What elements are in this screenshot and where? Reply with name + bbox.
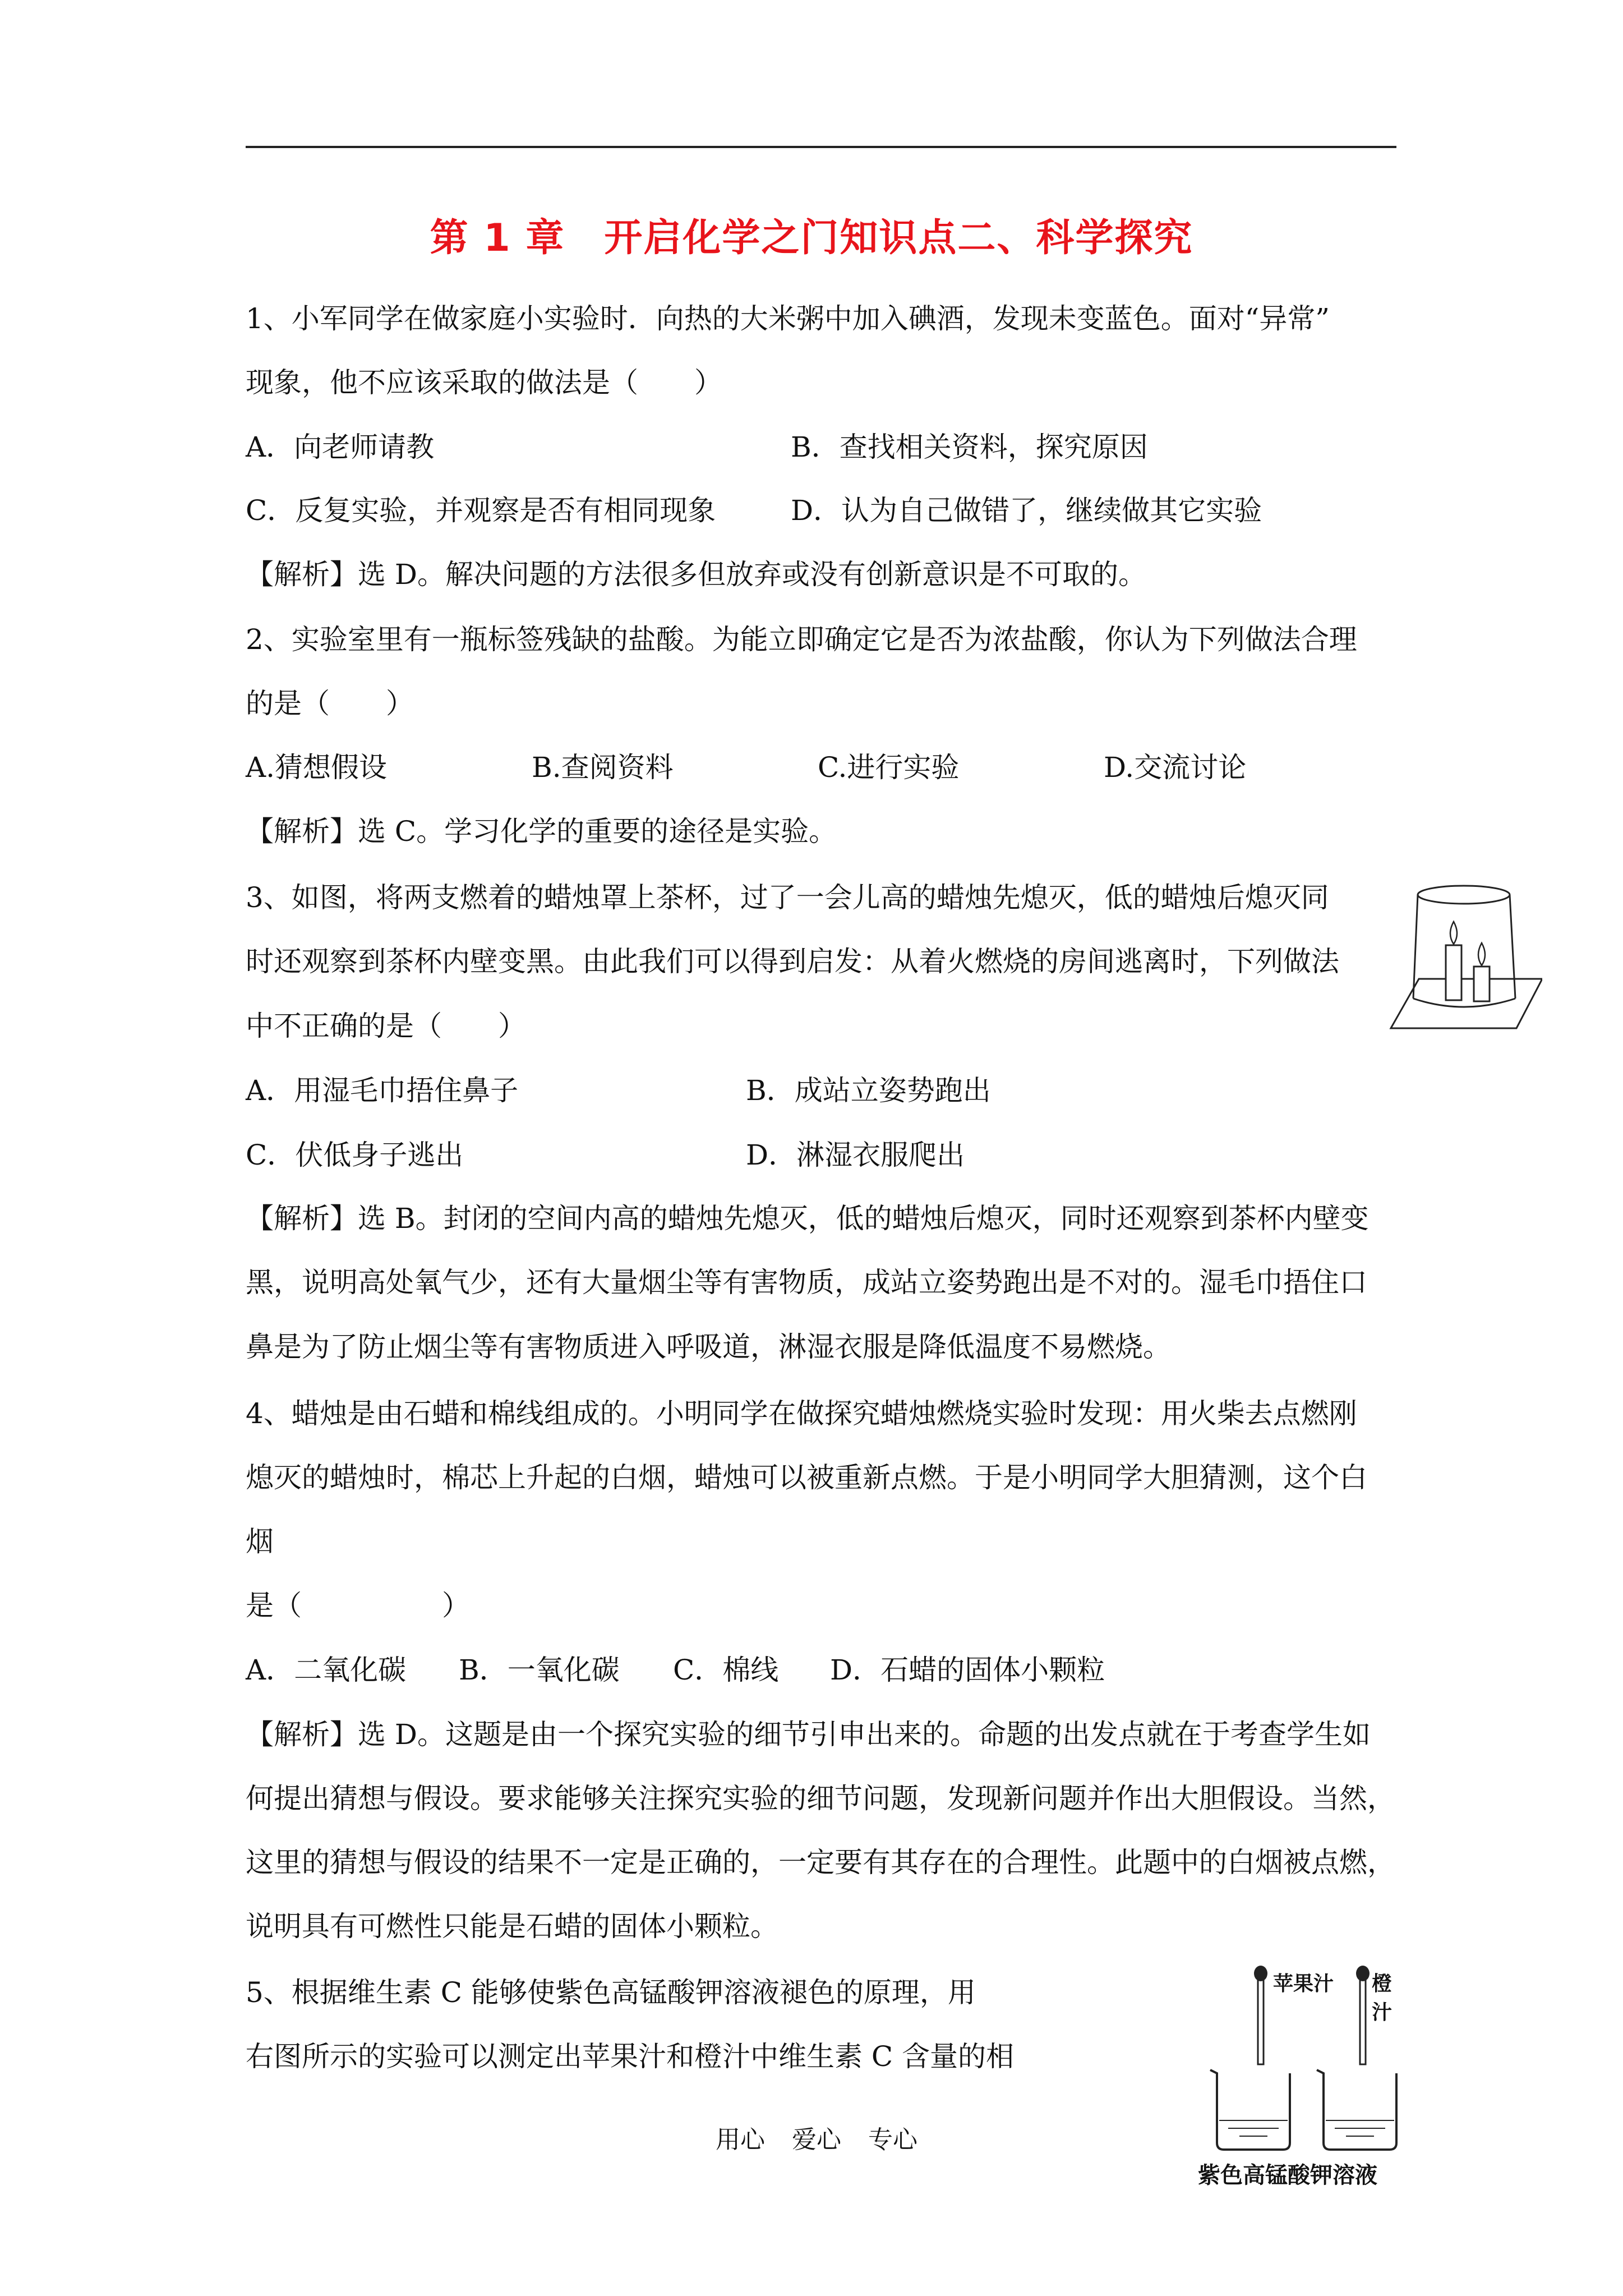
candle-cup-figure bbox=[1380, 878, 1542, 1035]
q3-stem-line-1: 3、如图，将两支燃着的蜡烛罩上茶杯，过了一会儿高的蜡烛先熄灭，低的蜡烛后熄灭同 bbox=[246, 881, 1329, 914]
q4-option-b: B．一氧化碳 bbox=[459, 1654, 620, 1686]
cup-right-wall bbox=[1510, 895, 1515, 999]
q5-stem-line-1: 5、根据维生素 C 能够使紫色高锰酸钾溶液褪色的原理，用 bbox=[246, 1976, 976, 2009]
left-dropper-tube bbox=[1258, 1980, 1264, 2064]
q3-analysis-line-2: 黑，说明高处氧气少，还有大量烟尘等有害物质，成站立姿势跑出是不对的。湿毛巾捂住口 bbox=[246, 1266, 1367, 1299]
cup-top bbox=[1418, 886, 1510, 904]
q1-option-d: D．认为自己做错了，继续做其它实验 bbox=[791, 494, 1262, 527]
q3-option-c: C．伏低身子逃出 bbox=[246, 1139, 464, 1171]
vitamin-c-figure bbox=[1195, 1963, 1408, 2188]
right-dropper-tube bbox=[1360, 1980, 1366, 2064]
q3-stem-line-3: 中不正确的是（ ） bbox=[246, 1010, 526, 1042]
q1-option-a: A．向老师请教 bbox=[246, 431, 435, 463]
q1-analysis: 【解析】选 D。解决问题的方法很多但放弃或没有创新意识是不可取的。 bbox=[246, 558, 1146, 591]
q2-option-d: D.交流讨论 bbox=[1104, 751, 1247, 784]
q3-analysis-line-1: 【解析】选 B。封闭的空间内高的蜡烛先熄灭，低的蜡烛后熄灭，同时还观察到茶杯内壁变 bbox=[246, 1202, 1369, 1235]
header-rule bbox=[246, 146, 1396, 148]
q1-option-c: C．反复实验，并观察是否有相同现象 bbox=[246, 494, 716, 527]
q4-analysis-line-1: 【解析】选 D。这题是由一个探究实验的细节引申出来的。命题的出发点就在于考查学生如 bbox=[246, 1718, 1371, 1751]
q4-option-d: D．石蜡的固体小颗粒 bbox=[830, 1654, 1105, 1686]
orange-juice-label: 橙汁 bbox=[1372, 1972, 1393, 2024]
footer-text-3: 专心 bbox=[868, 2125, 917, 2154]
short-candle-flame bbox=[1478, 943, 1485, 965]
q4-analysis-line-4: 说明具有可燃性只能是石蜡的固体小颗粒。 bbox=[246, 1910, 778, 1943]
q2-stem-line-2: 的是（ ） bbox=[246, 687, 414, 720]
footer-text-1: 用心 bbox=[716, 2125, 765, 2154]
permanganate-caption: 紫色高锰酸钾溶液 bbox=[1198, 2162, 1377, 2188]
q4-option-a: A．二氧化碳 bbox=[246, 1654, 407, 1686]
tall-candle bbox=[1446, 945, 1461, 1000]
q3-option-b: B．成站立姿势跑出 bbox=[746, 1074, 991, 1107]
q3-analysis-line-3: 鼻是为了防止烟尘等有害物质进入呼吸道，淋湿衣服是降低温度不易燃烧。 bbox=[246, 1331, 1171, 1363]
q4-option-c: C．棉线 bbox=[673, 1654, 779, 1686]
q4-analysis-line-3: 这里的猜想与假设的结果不一定是正确的，一定要有其存在的合理性。此题中的白烟被点燃， bbox=[246, 1846, 1395, 1879]
right-beaker bbox=[1317, 2070, 1396, 2150]
q4-stem-line-3: 烟 bbox=[246, 1525, 274, 1558]
q1-stem-line-2: 现象，他不应该采取的做法是（ ） bbox=[246, 366, 722, 399]
q3-option-a: A．用湿毛巾捂住鼻子 bbox=[246, 1074, 519, 1107]
left-beaker bbox=[1210, 2070, 1290, 2150]
q1-stem-line-1: 1、小军同学在做家庭小实验时．向热的大米粥中加入碘酒，发现未变蓝色。面对“异常” bbox=[246, 302, 1330, 335]
q1-option-b: B．查找相关资料，探究原因 bbox=[791, 431, 1148, 463]
q2-option-c: C.进行实验 bbox=[818, 751, 960, 784]
q2-option-a: A.猜想假设 bbox=[246, 751, 388, 784]
q4-analysis-line-2: 何提出猜想与假设。要求能够关注探究实验的细节问题，发现新问题并作出大胆假设。当然， bbox=[246, 1782, 1395, 1815]
left-dropper-bulb bbox=[1254, 1966, 1267, 1981]
cup-rim bbox=[1413, 999, 1515, 1007]
q4-stem-line-2: 熄灭的蜡烛时，棉芯上升起的白烟，蜡烛可以被重新点燃。于是小明同学大胆猜测，这个白 bbox=[246, 1461, 1367, 1494]
short-candle bbox=[1474, 967, 1490, 1001]
q4-stem-line-1: 4、蜡烛是由石蜡和棉线组成的。小明同学在做探究蜡烛燃烧实验时发现：用火柴去点燃刚 bbox=[246, 1397, 1357, 1430]
q2-analysis: 【解析】选 C。学习化学的重要的途径是实验。 bbox=[246, 815, 837, 848]
q2-stem-line-1: 2、实验室里有一瓶标签残缺的盐酸。为能立即确定它是否为浓盐酸，你认为下列做法合理 bbox=[246, 623, 1357, 656]
right-dropper-bulb bbox=[1356, 1966, 1370, 1981]
q5-stem-line-2: 右图所示的实验可以测定出苹果汁和橙汁中维生素 C 含量的相 bbox=[246, 2040, 1015, 2073]
apple-juice-label: 苹果汁 bbox=[1273, 1972, 1334, 1995]
q4-stem-line-4: 是（ ） bbox=[246, 1589, 470, 1622]
footer-text-2: 爱心 bbox=[792, 2125, 841, 2154]
q2-option-b: B.查阅资料 bbox=[532, 751, 674, 784]
q3-stem-line-2: 时还观察到茶杯内壁变黑。由此我们可以得到启发：从着火燃烧的房间逃离时，下列做法 bbox=[246, 945, 1339, 978]
tall-candle-flame bbox=[1450, 922, 1457, 944]
q3-option-d: D．淋湿衣服爬出 bbox=[746, 1139, 965, 1171]
page-title: 第 1 章 开启化学之门知识点二、科学探究 bbox=[430, 216, 1193, 260]
